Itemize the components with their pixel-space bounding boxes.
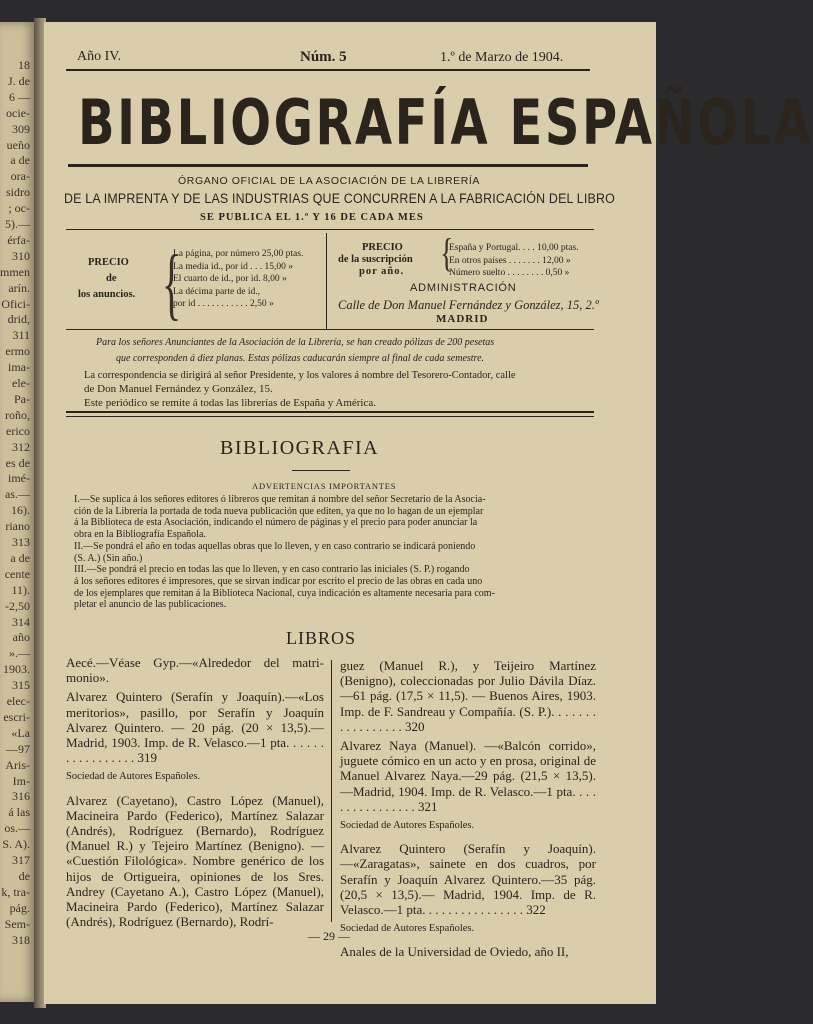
margin-fragment: J. de — [8, 73, 30, 88]
book-entry: Alvarez Quintero (Serafín y Joaquín).—«Los meritorios», pasillo, por Serafín y Joaquín Alvarez Quintero. — 20 pág. (20 × 13,5).—Madrid, 1903. Imp. de R. Velasco.—1 pta. . . . . . . . . . . . . . . . . 319 — [66, 689, 324, 766]
prices-divider — [326, 233, 327, 329]
brace-subs: { — [440, 231, 454, 277]
margin-fragment: escri- — [3, 709, 30, 724]
margin-fragment: 312 — [12, 439, 30, 454]
margin-fragment: 318 — [12, 932, 30, 947]
margin-fragment: ocie- — [6, 105, 30, 120]
notice-italic-1: Para los señores Anunciantes de la Asociación de la Librería, se han creado pólizas de 200 pesetas — [96, 337, 495, 348]
notices-rule-1 — [66, 411, 594, 413]
margin-fragment: k, tra- — [1, 884, 30, 899]
book-entry: Alvarez (Cayetano), Castro López (Manuel), Macineira Pardo (Federico), Martínez Salazar (Andrés), Rodríguez (Bernardo), Rodríguez (Manuel R.) y Tejeiro Martínez (Benigno). — «Cuestión Filológica». Nombre genérico de los hijos de Ortigueira, opiniones de los Sres. Andrey (Cayetano A.), Castro López (Manuel), Macineira Pardo (Federico), Martínez Salazar (Andrés), Rodríguez (Bernardo), Rodrí- — [66, 792, 324, 930]
ad-price-label-2: de — [106, 273, 117, 284]
margin-fragment: as.— — [5, 487, 30, 502]
margin-fragment: Sem- — [4, 916, 30, 931]
margin-fragment: Pa- — [14, 391, 30, 406]
prices-bottom-rule — [66, 329, 594, 330]
margin-fragment: 18 — [18, 58, 30, 72]
notice-address: de Don Manuel Fernández y González, 15. — [84, 383, 273, 395]
margin-fragment: 16). — [11, 503, 30, 518]
entries-right-column — [340, 658, 596, 964]
margin-fragment: 315 — [12, 678, 30, 693]
advertencia-line: (S. A.) (Sin año.) — [74, 552, 143, 564]
margin-fragment: 311 — [12, 328, 30, 343]
sub-price-label: PRECIO — [362, 242, 403, 253]
column-divider — [331, 660, 332, 922]
margin-fragment: 316 — [12, 789, 30, 804]
book-entry: guez (Manuel R.), y Teijeiro Martínez (Benigno), coleccionadas por Julio Dávila Díaz.—61 pág. (17,5 × 11,5). — Buenos Aires, 1903. Imp. de F. Sandreau y Compañía. (S. P.). . . . . . . . . . . . . . . . . 320 — [340, 658, 596, 734]
entry-publisher-note: Sociedad de Autores Españoles. — [340, 923, 475, 935]
margin-fragment: 1903. — [3, 662, 30, 677]
advertencia-line: á la Biblioteca de esta Asociación, indicando el número de páginas y el precio para poder anunciar la — [74, 517, 478, 529]
ad-price-label: PRECIO — [88, 257, 129, 268]
margin-fragment: mmen — [0, 264, 30, 279]
section-title: BIBLIOGRAFIA — [220, 437, 380, 459]
margin-fragment: imé- — [8, 471, 30, 486]
admin-label: ADMINISTRACIÓN — [410, 282, 517, 294]
margin-fragment: ele- — [12, 376, 30, 390]
book-entry: Anales de la Universidad de Oviedo, año II, — [340, 944, 569, 960]
margin-fragment: 317 — [12, 853, 30, 867]
margin-fragment: ora- — [10, 169, 30, 184]
advertencia-line: I.—Se suplica á los señores editores ó libreros que remitan á nombre del señor Secretario de la Asocia- — [74, 494, 486, 505]
margin-fragment: ».— — [9, 646, 30, 661]
ad-rate-line: La media id., por id . . . 15,00 » — [173, 261, 294, 272]
advertencia-line: II.—Se pondrá el año en todas aquellas obras que lo lleven, y en caso contrario se indicará poniendo — [74, 540, 476, 552]
issue-year: Año IV. — [77, 49, 122, 64]
admin-address: Calle de Don Manuel Fernández y González, 15, 2.º — [338, 297, 599, 312]
margin-fragment: pág. — [9, 900, 30, 915]
advertencia-line: pletar el anuncio de las publicaciones. — [74, 599, 227, 611]
margin-fragment: -2,50 — [5, 598, 30, 613]
advertencia-line: de los ejemplares que remitan á la Biblioteca Nacional, cuya indicación es altamente necesaria para com- — [74, 587, 495, 599]
book-entry: Aecé.—Véase Gyp.—«Alrededor del matri-monio». — [66, 655, 324, 686]
margin-fragment: ueño — [6, 137, 30, 152]
margin-fragment: roño, — [5, 407, 30, 422]
margin-fragment: de — [18, 868, 30, 883]
journal-page — [44, 22, 813, 1004]
issue-date: 1.º de Marzo de 1904. — [440, 50, 564, 65]
margin-fragment: drid, — [7, 312, 30, 327]
ad-rate-line: La página, por número 25,00 ptas. — [173, 249, 304, 259]
ad-price-label-3: los anuncios. — [78, 289, 136, 300]
entry-publisher-note: Sociedad de Autores Españoles. — [66, 771, 201, 783]
subscription-rate-line: Número suelto . . . . . . . . 0,50 » — [449, 268, 570, 278]
margin-fragment: ermo — [5, 344, 30, 359]
ad-rate-line: por id . . . . . . . . . . . 2,50 » — [173, 299, 274, 310]
margin-fragment: ima- — [8, 360, 30, 375]
advertencia-line: á los señores editores é impresores, que se sirvan indicar por escrito el precio de las obras en cada uno — [74, 575, 483, 587]
book-entry: Alvarez Quintero (Serafín y Joaquín).—«Zaragatas», sainete en dos cuadros, por Serafín y Joaquín Alvarez Quintero.—35 pág. (20,5 × 13,5).— Madrid, 1904. Imp. de R. Velasco.—1 pta. . . . . . . . . . . . . . . . 322 — [340, 841, 596, 918]
margin-fragment: erico — [6, 423, 30, 438]
margin-fragment: S. A). — [2, 837, 30, 852]
margin-fragment: cente — [4, 566, 30, 581]
margin-fragment: á las — [8, 805, 30, 820]
margin-fragment: a de — [10, 550, 30, 565]
title-rule — [68, 164, 588, 167]
margin-fragment: sidro — [6, 185, 30, 200]
margin-fragment: año — [12, 630, 30, 645]
margin-fragment: «La — [11, 725, 30, 740]
sub-price-label-2: de la suscripción — [338, 254, 413, 265]
admin-city: MADRID — [436, 313, 489, 325]
margin-fragment: riano — [5, 519, 30, 534]
ad-rates — [173, 248, 303, 311]
margin-fragment: 313 — [12, 535, 30, 549]
prices-top-rule — [66, 229, 594, 230]
margin-fragment: 11). — [11, 582, 30, 597]
notice-correspondence: La correspondencia se dirigirá al señor Presidente, y los valores á nombre del Tesorero-Contador, calle — [84, 369, 516, 381]
brace-ads: { — [162, 238, 182, 328]
advertencia-line: III.—Se pondrá el precio en todas las que lo lleven, y en caso contrario las iniciales (S. P.) rogando — [74, 564, 470, 576]
section-title-rule — [292, 470, 350, 471]
margin-fragment: Ofici- — [1, 296, 30, 311]
subscription-rate-line: En otros países . . . . . . . 12,00 » — [449, 255, 571, 266]
margin-fragment: Im- — [12, 773, 30, 788]
margin-fragment: a de — [10, 153, 30, 168]
margin-fragment: érfa- — [7, 232, 30, 247]
margin-fragment: 309 — [12, 121, 30, 136]
advertencia-line: obra en la Bibliografía Española. — [74, 529, 206, 541]
subscription-rates — [449, 242, 579, 280]
journal-title: BIBLIOGRAFÍA ESPAÑOLA — [78, 86, 813, 159]
header-rule — [66, 69, 590, 71]
notices-rule-2 — [66, 416, 594, 417]
margin-fragment: es de — [5, 455, 30, 470]
organo-line-2: DE LA IMPRENTA Y DE LAS INDUSTRIAS QUE CONCURREN A LA FABRICACIÓN DEL LIBRO — [64, 191, 616, 206]
advertencias-heading: ADVERTENCIAS IMPORTANTES — [252, 481, 397, 491]
book-entry: Alvarez Naya (Manuel). —«Balcón corrido», juguete cómico en un acto y en prosa, original de Manuel Alvarez Naya.—29 pág. (21,5 × 13,5).—Madrid, 1904. Imp. de R. Velasco.—1 pta. . . . . . . . . . . . . . . . 321 — [340, 738, 596, 814]
publication-frequency: SE PUBLICA EL 1.º Y 16 DE CADA MES — [200, 212, 424, 223]
subscription-rate-line: España y Portugal. . . . 10,00 ptas. — [449, 243, 579, 253]
margin-fragment: ; oc- — [8, 201, 30, 216]
ad-rate-line: El cuarto de id., por id. 8,00 » — [173, 274, 287, 285]
advertencia-line: ción de la Librería la portada de toda nueva publicación que editen, ya que no lo hagan de un ejemplar — [74, 505, 484, 517]
organo-line: ÓRGANO OFICIAL DE LA ASOCIACIÓN DE LA LIBRERÍA — [178, 175, 481, 187]
sub-price-label-3: por año. — [359, 266, 405, 277]
margin-fragment: 314 — [12, 614, 30, 629]
margin-fragment: 5).— — [5, 217, 30, 231]
issue-number: Núm. 5 — [300, 49, 347, 65]
page-number: — 29 — — [308, 929, 350, 943]
margin-fragment: —97 — [6, 741, 30, 756]
notice-italic-2: que corresponden á diez planas. Estas pólizas caducarán siempre al final de cada semestre. — [116, 353, 485, 364]
margin-fragment: 310 — [12, 248, 30, 263]
entry-publisher-note: Sociedad de Autores Españoles. — [340, 820, 475, 832]
advertencias-text — [74, 494, 600, 611]
margin-fragment: 6 — — [9, 89, 30, 104]
margin-fragment: Aris- — [5, 757, 30, 772]
entries-left-column — [66, 655, 324, 933]
ad-rate-line: La décima parte de id., — [173, 286, 261, 297]
margin-fragment: arín. — [8, 280, 30, 295]
margin-fragment: elec- — [6, 694, 30, 708]
facing-page-margin — [0, 22, 36, 1002]
libros-heading: LIBROS — [286, 628, 357, 648]
margin-fragment: os.— — [4, 821, 30, 836]
notice-distribution: Este periódico se remite á todas las librerías de España y América. — [84, 397, 377, 409]
